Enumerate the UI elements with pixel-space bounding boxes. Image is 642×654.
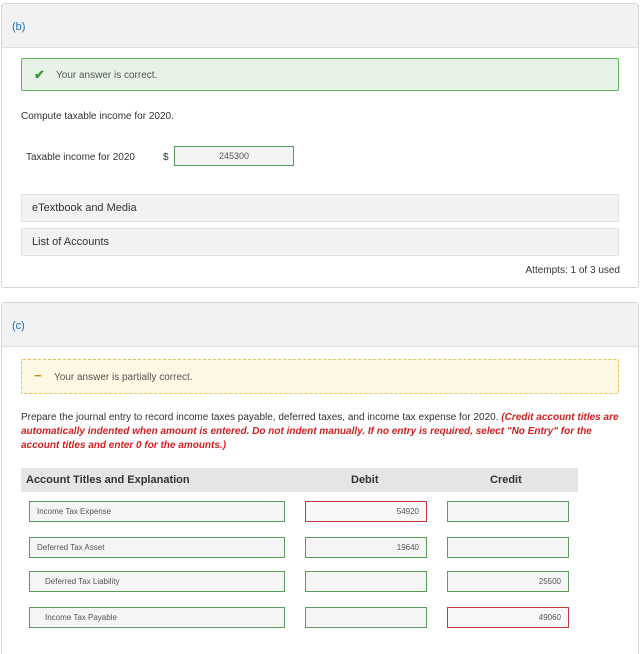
check-icon: ✔ xyxy=(34,67,45,82)
part-c-instruction xyxy=(21,411,621,453)
account-title-input[interactable]: Deferred Tax Asset xyxy=(29,537,285,558)
taxable-income-input[interactable]: 245300 xyxy=(174,146,294,166)
correct-feedback-banner xyxy=(21,58,619,91)
part-b-instruction: Compute taxable income for 2020. xyxy=(21,111,174,122)
header-debit: Debit xyxy=(351,474,379,486)
list-of-accounts-button[interactable]: List of Accounts xyxy=(21,228,619,256)
instruction-text: Prepare the journal entry to record income taxes payable, deferred taxes, and income tax expense for 2020. xyxy=(21,412,502,423)
journal-table-header xyxy=(21,468,578,492)
account-title-input[interactable]: Income Tax Expense xyxy=(29,501,285,522)
part-c-header xyxy=(2,303,638,347)
feedback-text: Your answer is correct. xyxy=(56,70,158,81)
etextbook-button[interactable]: eTextbook and Media xyxy=(21,194,619,222)
debit-input[interactable] xyxy=(305,571,427,592)
debit-input[interactable]: 19640 xyxy=(305,537,427,558)
part-c-label: (c) xyxy=(12,320,25,332)
account-title-input[interactable]: Deferred Tax Liability xyxy=(29,571,285,592)
minus-icon: − xyxy=(34,368,42,383)
header-credit: Credit xyxy=(490,474,522,486)
taxable-income-label: Taxable income for 2020 xyxy=(26,152,135,163)
currency-symbol: $ xyxy=(163,152,169,163)
instruction-note: (Credit account titles are automatically indented when amount is entered. Do not indent manually. If no entry is required, select "No Entry" for the account titles and enter 0 for the amounts.) xyxy=(21,412,619,451)
credit-input[interactable] xyxy=(447,537,569,558)
feedback-text: Your answer is partially correct. xyxy=(54,372,193,383)
account-title-input[interactable]: Income Tax Payable xyxy=(29,607,285,628)
header-account-titles: Account Titles and Explanation xyxy=(26,474,190,486)
part-b-header xyxy=(2,4,638,48)
debit-input[interactable]: 54920 xyxy=(305,501,427,522)
credit-input[interactable]: 49060 xyxy=(447,607,569,628)
attempts-counter: Attempts: 1 of 3 used xyxy=(525,265,620,276)
credit-input[interactable] xyxy=(447,501,569,522)
credit-input[interactable]: 25500 xyxy=(447,571,569,592)
debit-input[interactable] xyxy=(305,607,427,628)
part-b-label: (b) xyxy=(12,21,26,33)
partial-feedback-banner xyxy=(21,359,619,394)
